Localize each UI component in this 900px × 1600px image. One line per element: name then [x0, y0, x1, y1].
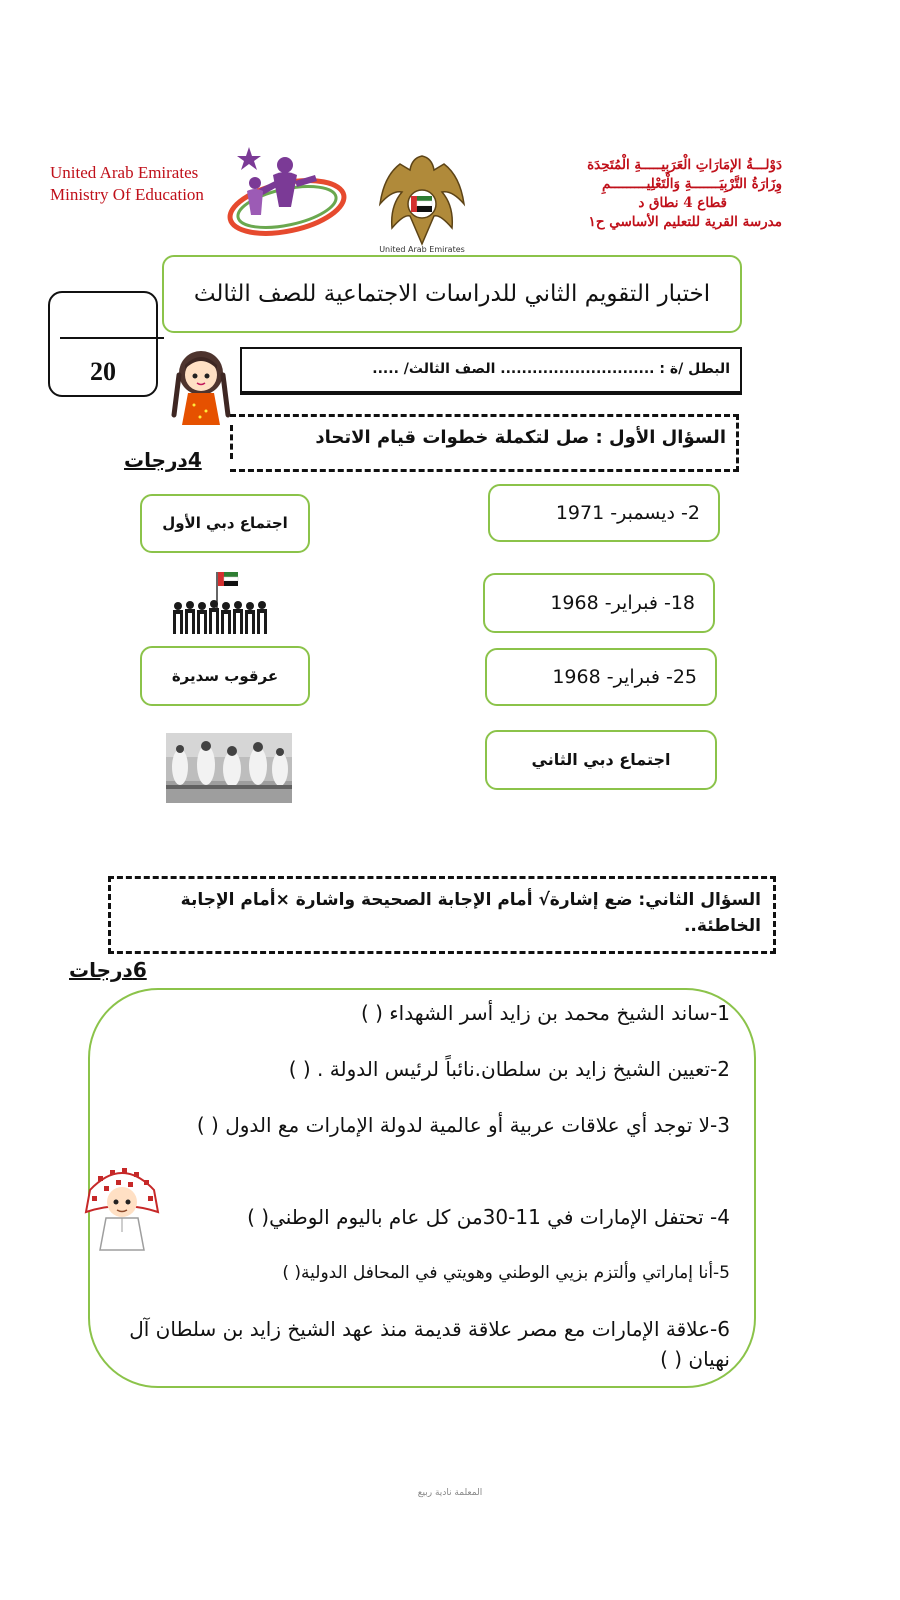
q1-header-box — [230, 414, 739, 472]
q1-marks: 4درجات — [124, 448, 202, 472]
q2-item: 1-ساند الشيخ محمد بن زايد أسر الشهداء ( ) — [360, 1001, 730, 1025]
ministry-logo — [225, 145, 353, 245]
meeting-photo — [166, 733, 292, 803]
q1-right-label: اجتماع دبي الثاني — [531, 750, 671, 769]
q1-right-item — [485, 730, 717, 790]
emblem-caption: United Arab Emirates — [379, 245, 465, 254]
uae-emblem — [370, 148, 475, 256]
q2-item: 4- تحتفل الإمارات في 11-30من كل عام باليوم الوطني( ) — [247, 1205, 730, 1229]
arabic-line-2: وِزَارَةُ التَّرْبِيَـــــــةِ وَالْتَعْلِيـــــــــمِ — [601, 176, 782, 192]
q1-left-label: اجتماع دبي الأول — [162, 514, 288, 532]
q1-right-item — [483, 573, 715, 633]
q2-item: 6-علاقة الإمارات مع مصر علاقة قديمة منذ عهد الشيخ زايد بن سلطان آل نهيان ( ) — [129, 1317, 730, 1371]
q1-right-item — [485, 648, 717, 706]
page-title: اختبار التقويم الثاني للدراسات الاجتماعية للصف الثالث — [193, 281, 711, 307]
student-info-line: البطل /ة : ............................. الصف الثالث/ ..... — [372, 361, 730, 377]
english-line-1: United Arab Emirates — [50, 163, 199, 182]
header-english — [50, 162, 204, 206]
english-line-2: Ministry Of Education — [50, 185, 204, 204]
arabic-line-3: قطاع 4 نطاق د — [638, 195, 727, 211]
q2-item: 2-تعيين الشيخ زايد بن سلطان.نائباً لرئيس الدولة . ( ) — [288, 1057, 730, 1081]
header-arabic — [462, 156, 782, 232]
q1-left-item — [140, 494, 310, 553]
girl-character-icon — [168, 345, 234, 429]
score-box — [48, 291, 158, 397]
score-divider — [60, 337, 164, 339]
student-info-box — [240, 347, 742, 395]
q1-title: السؤال الأول : صل لتكملة خطوات قيام الاتحاد — [315, 427, 726, 448]
arabic-line-4: مدرسة القرية للتعليم الأساسي ح١ — [588, 214, 782, 230]
q2-header-box — [108, 876, 776, 954]
q1-right-item — [488, 484, 720, 542]
q2-title: السؤال الثاني: ضع إشارة√ أمام الإجابة الصحيحة واشارة ×أمام الإجابة الخاطئة.. — [180, 890, 761, 936]
score-total: 20 — [90, 357, 116, 386]
flag-raising-photo — [170, 568, 276, 636]
footer-teacher: المعلمة نادية ربيع — [417, 1488, 483, 1498]
title-box — [162, 255, 742, 333]
student-info-underline — [240, 391, 741, 394]
q1-right-label: 18- فبراير- 1968 — [550, 592, 695, 614]
q2-item: 3-لا توجد أي علاقات عربية أو عالمية لدولة الإمارات مع الدول ( ) — [196, 1113, 730, 1137]
q2-item: 5-أنا إماراتي وألتزم بزيي الوطني وهويتي في المحافل الدولية( ) — [282, 1263, 730, 1283]
q1-right-label: 25- فبراير- 1968 — [552, 666, 697, 688]
arabic-line-1: دَوْلـــةُ الإمَارَاتِ الْعَرَبِيـــــةِ الْمُتَحِدَة — [587, 157, 782, 173]
q1-left-label: عرقوب سديرة — [171, 667, 279, 685]
q2-marks: 6درجات — [69, 958, 147, 982]
q1-right-label: 2- ديسمبر- 1971 — [555, 502, 700, 524]
boy-character-icon — [84, 1160, 160, 1252]
q1-left-edge — [230, 425, 236, 459]
q1-left-item — [140, 646, 310, 706]
